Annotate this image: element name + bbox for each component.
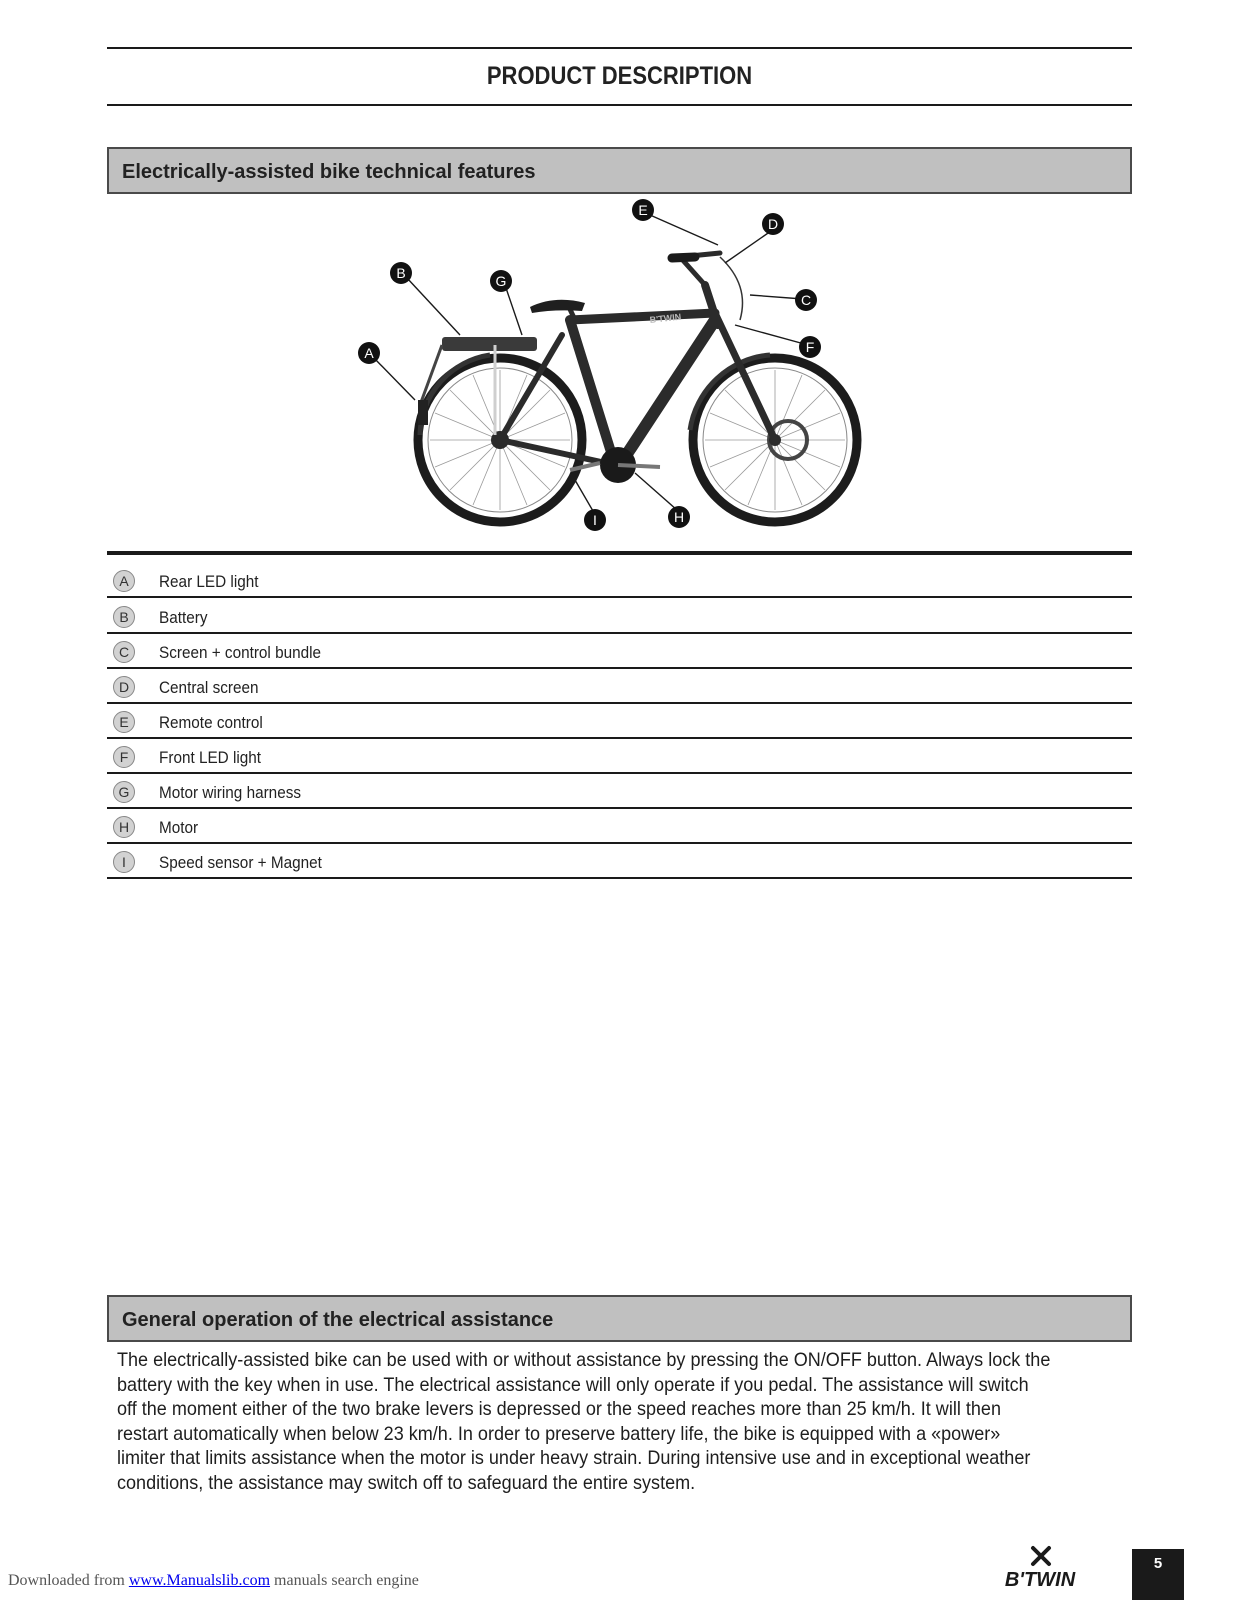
legend-label: Screen + control bundle [159, 643, 322, 662]
legend-label: Motor wiring harness [159, 783, 302, 802]
legend-row [107, 704, 1132, 739]
legend-letter-badge: G [113, 781, 135, 803]
legend-letter-badge: C [113, 641, 135, 663]
btwin-logo [983, 1544, 1098, 1592]
download-footer [8, 1572, 419, 1590]
svg-text:A: A [364, 345, 374, 361]
legend-letter-badge: I [113, 851, 135, 873]
callout-a [358, 342, 380, 364]
svg-text:H: H [673, 509, 685, 525]
legend-label: Rear LED light [159, 572, 259, 591]
legend-row [107, 634, 1132, 669]
svg-text:D: D [767, 216, 779, 232]
legend-label: Battery [159, 608, 208, 627]
legend-row [107, 809, 1132, 844]
svg-text:G: G [495, 273, 507, 289]
svg-text:C: C [800, 292, 812, 308]
legend-row [107, 844, 1132, 879]
legend-letter-badge: D [113, 676, 135, 698]
header-top-rule [107, 47, 1132, 49]
legend-letter-badge: A [113, 570, 135, 592]
page-title: PRODUCT DESCRIPTION [486, 62, 753, 90]
legend-letter-badge: H [113, 816, 135, 838]
legend-letter-badge: F [113, 746, 135, 768]
btwin-logo-text: B'TWIN [1004, 1569, 1076, 1591]
bike-frame [500, 253, 775, 465]
svg-text:B: B [396, 265, 406, 281]
svg-text:I: I [593, 512, 597, 528]
legend-row [107, 774, 1132, 809]
section-heading-features [107, 147, 1132, 194]
legend-letter-badge: B [113, 606, 135, 628]
rear-led [418, 400, 428, 425]
manualslib-link[interactable]: www.Manualslib.com [128, 1572, 271, 1589]
legend-row [107, 739, 1132, 774]
svg-text:E: E [638, 202, 648, 218]
callout-e [632, 199, 654, 221]
section-heading-operation-text: General operation of the electrical assistance [122, 1309, 554, 1331]
header-bottom-rule [107, 104, 1132, 106]
legend-label: Front LED light [159, 748, 262, 767]
section-heading-operation [107, 1295, 1132, 1342]
legend-row [107, 599, 1132, 634]
callout-d [762, 213, 784, 235]
legend-row [107, 563, 1132, 598]
legend-top-rule [107, 551, 1132, 555]
callout-h [668, 506, 690, 528]
footer-prefix: Downloaded from [8, 1572, 129, 1589]
legend-row [107, 669, 1132, 704]
legend-label: Speed sensor + Magnet [159, 853, 322, 872]
callout-b [390, 262, 412, 284]
legend-label: Central screen [159, 678, 259, 697]
svg-text:F: F [805, 339, 815, 355]
btwin-logo-mark-icon [1033, 1548, 1049, 1564]
footer-suffix: manuals search engine [270, 1572, 419, 1589]
callout-f [799, 336, 821, 358]
legend-label: Remote control [159, 713, 263, 732]
callout-i [584, 509, 606, 531]
section-heading-features-text: Electrically-assisted bike technical features [122, 161, 536, 183]
legend-label: Motor [159, 818, 199, 837]
callout-c [795, 289, 817, 311]
frame-brand-text: B'TWIN [649, 311, 682, 325]
page-number: 5 [1132, 1549, 1184, 1600]
legend-letter-badge: E [113, 711, 135, 733]
callout-g [490, 270, 512, 292]
battery [442, 337, 537, 351]
bike-diagram [350, 195, 890, 540]
operation-paragraph: The electrically-assisted bike can be used with or without assistance by pressing the ON/OFF button. Always lock the battery with the key when in use. The electrical assistance will only operate if you pedal. The assistance will switch off the moment either of the two brake levers is depressed or the speed reaches more than 25 km/h. It will then restart automatically when below 23 km/h. In order to preserve battery life, the bike is equipped with a «power» limiter that limits assistance when the motor is under heavy strain. During intensive use and in exceptional weather conditions, the assistance may switch off to safeguard the entire system. [117, 1349, 1051, 1494]
